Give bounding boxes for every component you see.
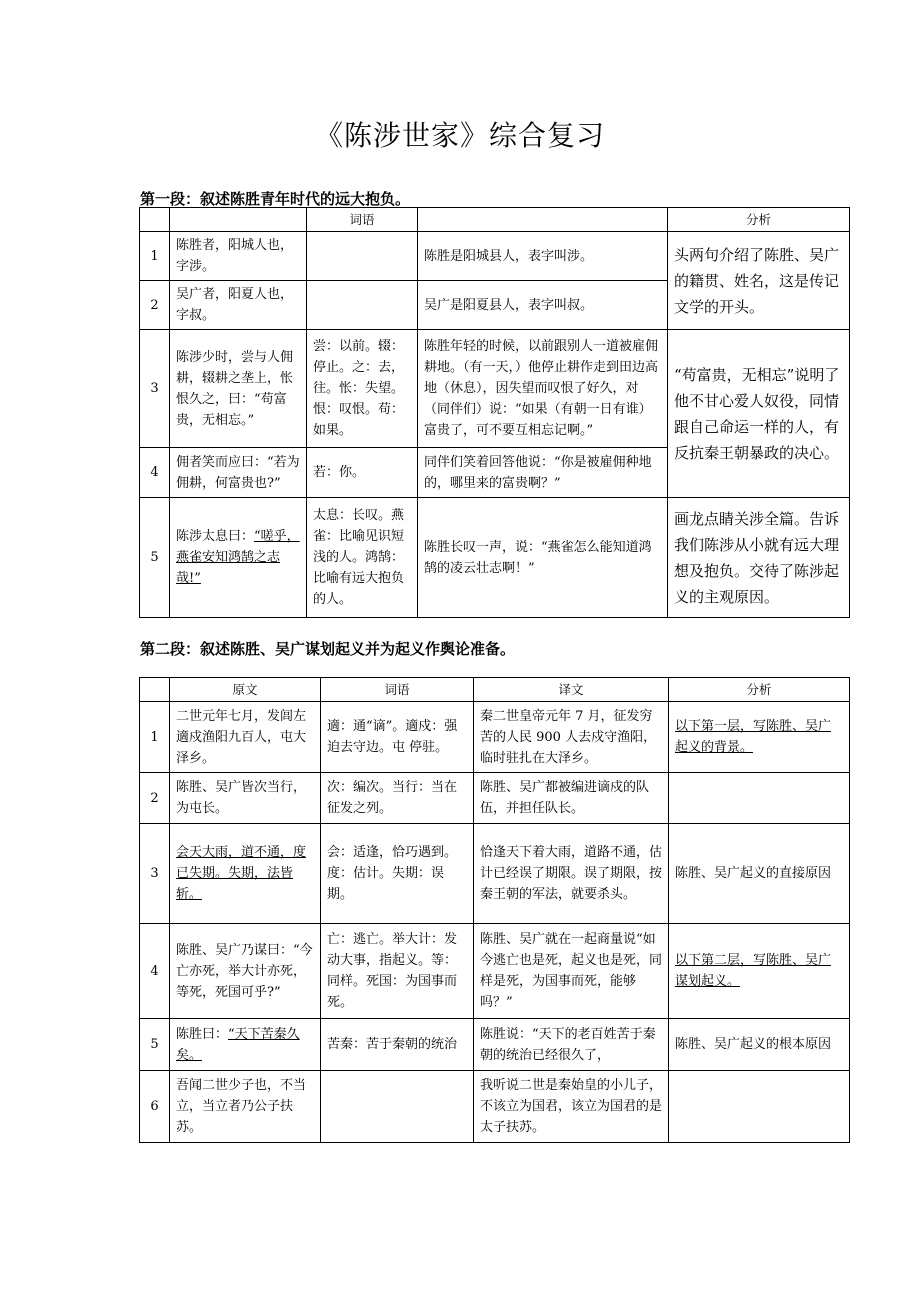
row-number: 2 [140, 773, 170, 824]
analysis-cell: 以下第二层，写陈胜、吴广谋划起义。 [669, 924, 850, 1019]
page-title: 《陈涉世家》综合复习 [314, 119, 605, 152]
vocabulary-cell: 亡：逃亡。举大计：发动大事，指起义。等：同样。死国：为国事而死。 [321, 924, 474, 1019]
translation-cell: 陈胜是阳城县人，表字叫涉。 [418, 232, 668, 281]
header-cell: 分析 [668, 208, 850, 232]
translation-cell: 陈胜说：“天下的老百姓苦于秦朝的统治已经很久了， [474, 1019, 669, 1071]
translation-cell: 秦二世皇帝元年 7 月，征发穷苦的人民 900 人去戍守渔阳，临时驻扎在大泽乡。 [474, 702, 669, 773]
header-cell: 词语 [321, 678, 474, 702]
translation-cell: 陈胜、吴广就在一起商量说“如今逃亡也是死，起义也是死，同样是死，为国事而死，能够吗？” [474, 924, 669, 1019]
translation-cell: 恰逢天下着大雨，道路不通，估计已经误了期限。误了期限，按秦王朝的军法，就要杀头。 [474, 824, 669, 924]
row-number: 4 [140, 448, 170, 498]
row-number: 3 [140, 330, 170, 448]
analysis-cell: 陈胜、吴广起义的根本原因 [669, 1019, 850, 1071]
vocabulary-cell: 尝：以前。辍：停止。之：去，往。怅：失望。恨：叹恨。苟：如果。 [307, 330, 418, 448]
translation-cell: 我听说二世是秦始皇的小儿子，不该立为国君，该立为国君的是太子扶苏。 [474, 1071, 669, 1143]
original-text-cell: 陈胜者，阳城人也，字涉。 [170, 232, 307, 281]
original-text-underlined: “嗟乎，燕雀安知鸿鹄之志哉!” [176, 529, 300, 586]
row-number: 4 [140, 924, 170, 1019]
row-number: 5 [140, 1019, 170, 1071]
table-row [140, 773, 850, 824]
original-text-cell: 吴广者，阳夏人也，字叔。 [170, 281, 307, 330]
header-cell [418, 208, 668, 232]
original-text-cell: 陈胜、吴广皆次当行，为屯长。 [170, 773, 321, 824]
original-text-cell [170, 498, 307, 618]
header-cell [170, 208, 307, 232]
table-row [140, 924, 850, 1019]
original-text-cell: 会天大雨，道不通，度已失期。失期，法皆斩。 [170, 824, 321, 924]
header-cell: 原文 [170, 678, 321, 702]
original-text-cell [170, 1019, 321, 1071]
analysis-cell [669, 773, 850, 824]
section2-table [139, 677, 850, 1143]
table-header-row [140, 678, 850, 702]
table-row [140, 1071, 850, 1143]
header-cell: 词语 [307, 208, 418, 232]
vocabulary-cell [307, 232, 418, 281]
original-text-cell: 陈涉少时，尝与人佣耕，辍耕之垄上，怅恨久之，曰：“苟富贵，无相忘。” [170, 330, 307, 448]
section2-heading: 第二段：叙述陈胜、吴广谋划起义并为起义作舆论准备。 [140, 640, 516, 658]
translation-cell: 陈胜年轻的时候，以前跟别人一道被雇佣耕地。（有一天，）他停止耕作走到田边高地（休息），因失望而叹恨了好久，对（同伴们）说：“如果（有朝一日有谁）富贵了，可不要互相忘记啊。” [418, 330, 668, 448]
original-text-cell: 吾闻二世少子也，不当立，当立者乃公子扶苏。 [170, 1071, 321, 1143]
analysis-cell: 头两句介绍了陈胜、吴广的籍贯、姓名，这是传记文学的开头。 [668, 232, 850, 330]
original-text-plain: 陈涉太息曰： [176, 529, 255, 544]
table-row [140, 232, 850, 281]
row-number: 1 [140, 232, 170, 281]
row-number: 6 [140, 1071, 170, 1143]
header-cell: 译文 [474, 678, 669, 702]
table-row [140, 1019, 850, 1071]
row-number: 5 [140, 498, 170, 618]
row-number: 3 [140, 824, 170, 924]
table-row [140, 330, 850, 448]
vocabulary-cell: 太息：长叹。燕雀：比喻见识短浅的人。鸿鹄：比喻有远大抱负的人。 [307, 498, 418, 618]
original-text-plain: 陈胜曰： [176, 1026, 229, 1042]
analysis-cell: 以下第一层，写陈胜、吴广起义的背景。 [669, 702, 850, 773]
original-text-cell: 二世元年七月，发闾左適戍渔阳九百人，屯大泽乡。 [170, 702, 321, 773]
vocabulary-cell: 次：编次。当行：当在征发之列。 [321, 773, 474, 824]
table-row [140, 498, 850, 618]
original-text-underlined: “天下苦秦久矣。 [176, 1026, 300, 1063]
translation-cell: 吴广是阳夏县人，表字叫叔。 [418, 281, 668, 330]
row-number: 1 [140, 702, 170, 773]
vocabulary-cell: 適：通“谪”。適戍：强迫去守边。屯 停驻。 [321, 702, 474, 773]
vocabulary-cell: 会：适逢，恰巧遇到。度：估计。失期：误期。 [321, 824, 474, 924]
table-header-row [140, 208, 850, 232]
section1-heading: 第一段：叙述陈胜青年时代的远大抱负。 [140, 190, 411, 208]
section1-table [139, 207, 850, 618]
analysis-cell [669, 1071, 850, 1143]
analysis-cell: 画龙点睛关涉全篇。告诉我们陈涉从小就有远大理想及抱负。交待了陈涉起义的主观原因。 [668, 498, 850, 618]
original-text-cell: 佣者笑而应曰：“若为佣耕，何富贵也?” [170, 448, 307, 498]
header-cell [140, 208, 170, 232]
row-number: 2 [140, 281, 170, 330]
analysis-cell: “苟富贵，无相忘”说明了他不甘心爱人奴役，同情跟自己命运一样的人，有反抗秦王朝暴政的决心。 [668, 330, 850, 498]
translation-cell: 同伴们笑着回答他说：“你是被雇佣种地的，哪里来的富贵啊？” [418, 448, 668, 498]
vocabulary-cell [307, 281, 418, 330]
header-cell [140, 678, 170, 702]
translation-cell: 陈胜长叹一声，说：“燕雀怎么能知道鸿鹄的凌云壮志啊！” [418, 498, 668, 618]
vocabulary-cell [321, 1071, 474, 1143]
table-row [140, 824, 850, 924]
analysis-cell: 陈胜、吴广起义的直接原因 [669, 824, 850, 924]
table-row [140, 702, 850, 773]
vocabulary-cell: 苦秦：苦于秦朝的统治 [321, 1019, 474, 1071]
original-text-cell: 陈胜、吴广乃谋曰：“今亡亦死，举大计亦死，等死，死国可乎?” [170, 924, 321, 1019]
vocabulary-cell: 若：你。 [307, 448, 418, 498]
header-cell: 分析 [669, 678, 850, 702]
translation-cell: 陈胜、吴广都被编进谪戍的队伍，并担任队长。 [474, 773, 669, 824]
